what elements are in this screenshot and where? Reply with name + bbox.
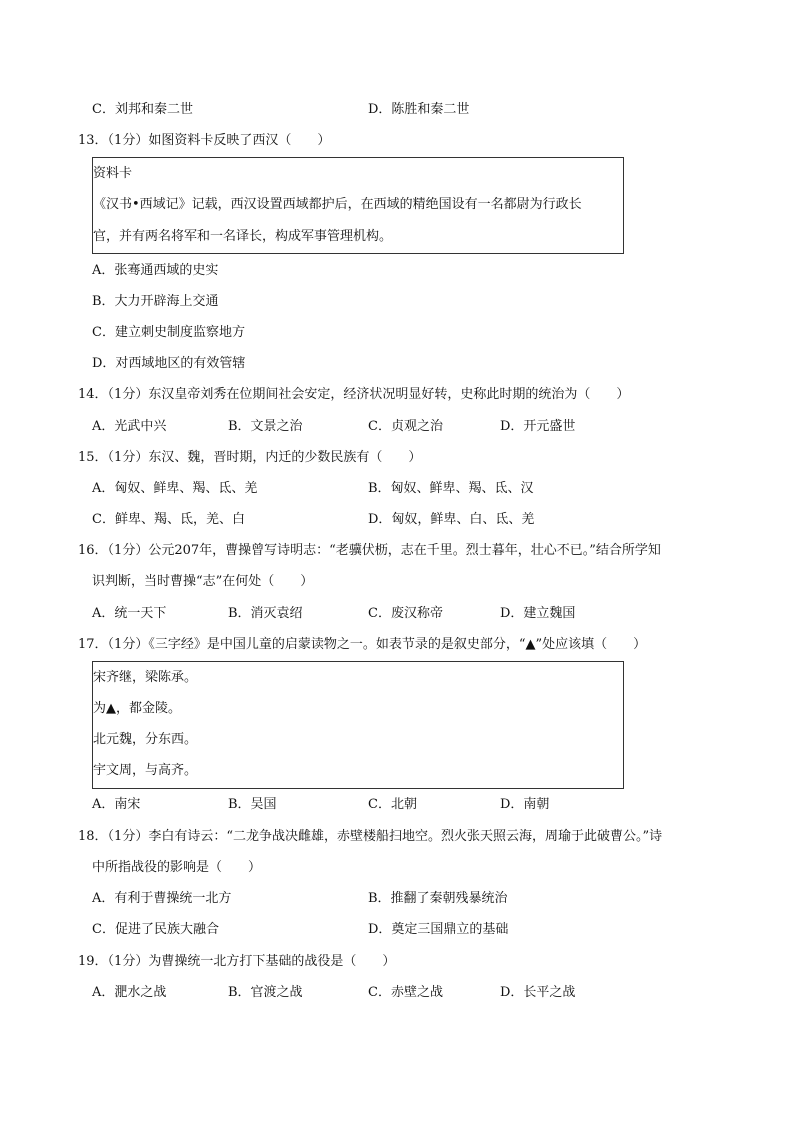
q16-option-b: B．消灭袁绍: [228, 606, 303, 621]
q15-stem: 15．（1分）东汉、魏，晋时期，内迁的少数民族有（ ）: [78, 450, 422, 465]
q13-stem: 13．（1分）如图资料卡反映了西汉（ ）: [78, 133, 331, 148]
q13-info-card: [92, 157, 624, 254]
q16-stem-line-2: 识判断，当时曹操“志”在何处（ ）: [92, 574, 314, 589]
q16-stem-line-1: 16．（1分）公元207年，曹操曾写诗明志：“老骥伏枥，志在千里。烈士暮年，壮心不已。”结合所学知: [78, 543, 661, 558]
q14-option-c: C．贞观之治: [368, 419, 443, 434]
q13-option-a: A．张骞通西域的史实: [92, 263, 219, 278]
q16-option-c: C．废汉称帝: [368, 606, 443, 621]
q18-option-c: C．促进了民族大融合: [92, 922, 219, 937]
q18-stem-line-1: 18．（1分）李白有诗云：“二龙争战决雌雄，赤壁楼船扫地空。烈火张天照云海，周瑜于此破曹公。”诗: [78, 829, 663, 844]
q17-option-a: A．南宋: [92, 797, 141, 812]
q15-option-b: B．匈奴、鲜卑、羯、氐、汉: [368, 481, 534, 496]
q13-option-b: B．大力开辟海上交通: [92, 294, 219, 309]
q17-option-b: B．吴国: [228, 797, 277, 812]
q19-stem: 19．（1分）为曹操统一北方打下基础的战役是（ ）: [78, 954, 396, 969]
q17-excerpt-line-4: 宇文周，与高齐。: [93, 763, 198, 778]
q12-option-c: C．刘邦和秦二世: [92, 102, 193, 117]
q19-option-c: C．赤壁之战: [368, 985, 443, 1000]
q19-option-b: B．官渡之战: [228, 985, 303, 1000]
q13-option-c: C．建立刺史制度监察地方: [92, 325, 245, 340]
q15-option-d: D．匈奴，鲜卑、白、氐、羌: [368, 512, 535, 527]
q14-stem: 14．（1分）东汉皇帝刘秀在位期间社会安定，经济状况明显好转，史称此时期的统治为（ ）: [78, 387, 630, 402]
q13-card-line-2: 官，并有两名将军和一名译长，构成军事管理机构。: [93, 229, 393, 244]
q15-option-a: A．匈奴、鲜卑、羯、氐、羌: [92, 481, 258, 496]
q17-excerpt-line-2: 为▲，都金陵。: [93, 701, 181, 716]
q17-stem: 17．（1分）《三字经》是中国儿童的启蒙读物之一。如表节录的是叙史部分，“▲”处应该填（ ）: [78, 637, 647, 652]
q13-card-line-1: 《汉书•西域记》记载，西汉设置西域都护后，在西域的精绝国设有一名都尉为行政长: [93, 197, 582, 212]
q19-option-a: A．淝水之战: [92, 985, 167, 1000]
q18-option-d: D．奠定三国鼎立的基础: [368, 922, 509, 937]
q14-option-a: A．光武中兴: [92, 419, 167, 434]
q17-excerpt-line-3: 北元魏，分东西。: [93, 732, 198, 747]
q16-option-d: D．建立魏国: [500, 606, 576, 621]
q19-option-d: D．长平之战: [500, 985, 576, 1000]
q17-excerpt-table: [92, 661, 624, 789]
q15-option-c: C．鲜卑、羯、氐，羌、白: [92, 512, 245, 527]
q18-option-a: A．有利于曹操统一北方: [92, 891, 232, 906]
q12-option-d: D．陈胜和秦二世: [368, 102, 470, 117]
q18-stem-line-2: 中所指战役的影响是（ ）: [92, 860, 262, 875]
q16-option-a: A．统一天下: [92, 606, 167, 621]
q13-card-title: 资料卡: [93, 166, 133, 181]
q13-option-d: D．对西域地区的有效管辖: [92, 356, 246, 371]
q17-excerpt-line-1: 宋齐继，梁陈承。: [93, 670, 198, 685]
q14-option-b: B．文景之治: [228, 419, 303, 434]
q18-option-b: B．推翻了秦朝残暴统治: [368, 891, 508, 906]
q17-option-c: C．北朝: [368, 797, 417, 812]
q17-option-d: D．南朝: [500, 797, 550, 812]
q14-option-d: D．开元盛世: [500, 419, 576, 434]
